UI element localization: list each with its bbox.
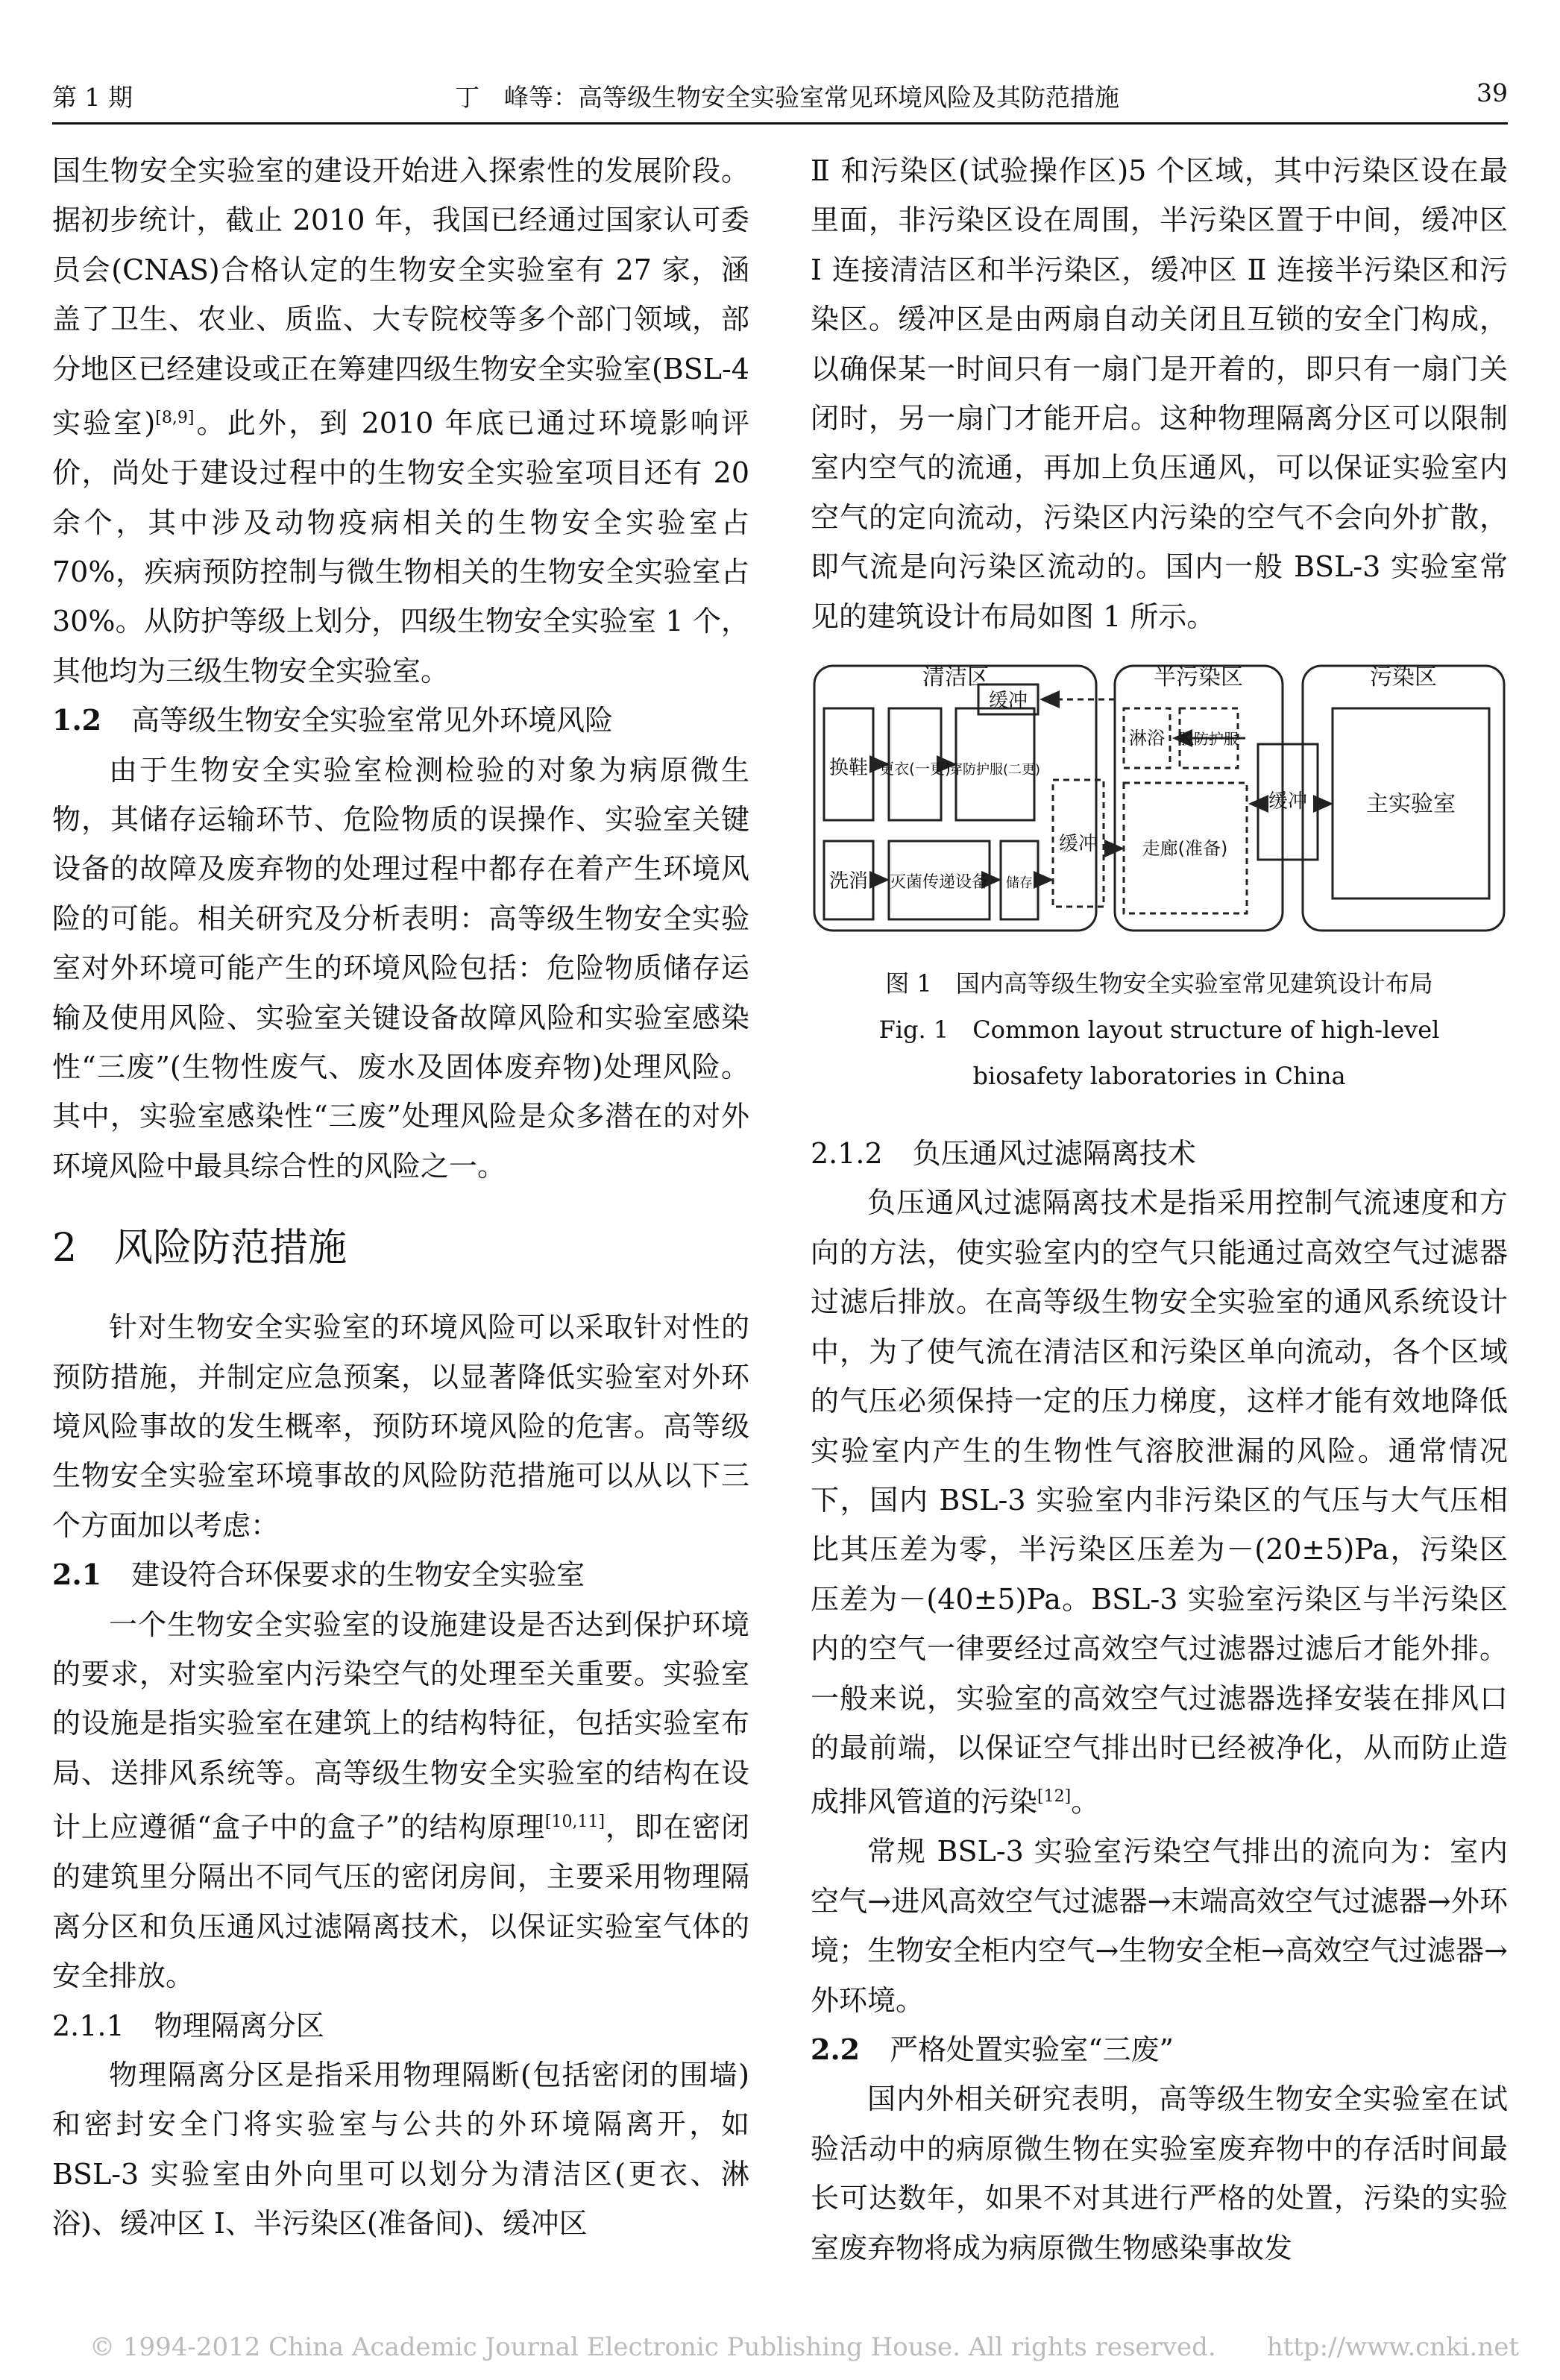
citation[interactable]: [12] [1037, 1787, 1072, 1807]
section-heading-2: 2 风险防范措施 [52, 1226, 347, 1271]
figure-1-layout-diagram [811, 655, 1508, 945]
citation[interactable]: [8,9] [155, 409, 195, 428]
paragraph: 负压通风过滤隔离技术是指采用控制气流速度和方向的方法，使实验室内的空气只能通过高效空气过滤器过滤后排放。在高等级生物安全实验室的通风系统设计中，为了使气流在清洁区和污染区单向流动，各个区域的气压必须保持一定的压力梯度，这样才能有效地降低实验室内产生的生物性气溶胶泄漏的风险。通常情况下，国内 BSL-3 实验室内非污染区的气压与大气压相比其压差为零，半污染区压差为－(20±5)Pa，污染区压差为－(40±5)Pa。BSL-3 实验室污染区与半污染区内的空气一律要经过高效空气过滤器过滤后才能外排。一般来说，实验室的高效空气过滤器选择安装在排风口的最前端，以保证空气排出时已经被净化，从而防止造成排风管道的污染[12]。 [811, 1186, 1508, 1819]
take-off-label: 脱防护服 [1179, 730, 1239, 749]
figure-caption-en-1: Fig. 1 Common layout structure of high-level [878, 1016, 1440, 1045]
change-clothes-label: 更衣(一更) [879, 760, 951, 778]
section-heading-1-2: 1.2 高等级生物安全实验室常见外环境风险 [52, 703, 614, 737]
wash-label: 洗消 [828, 870, 869, 893]
main-lab-label: 主实验室 [1366, 791, 1456, 818]
figure-caption-cn: 图 1 国内高等级生物安全实验室常见建筑设计布局 [885, 969, 1433, 998]
figure-caption-en-2: biosafety laboratories in China [972, 1062, 1346, 1091]
right-column [811, 146, 1508, 2273]
citation[interactable]: [10,11] [544, 1813, 606, 1832]
paragraph: 针对生物安全实验室的环境风险可以采取针对性的预防措施，并制定应急预案，以显著降低实验室对外环境风险事故的发生概率，预防环境风险的危害。高等级生物安全实验室环境事故的风险防范措施可以从以下三个方面加以考虑： [52, 1311, 749, 1542]
corridor-label: 走廊(准备) [1142, 838, 1228, 860]
header-rule [52, 122, 1508, 125]
shower-label: 淋浴 [1129, 728, 1165, 749]
sterilize-label: 灭菌传递设备 [889, 873, 989, 892]
running-title: 丁 峰等：高等级生物安全实验室常见环境风险及其防范措施 [455, 83, 1119, 112]
issue-number: 第 1 期 [52, 83, 133, 112]
paragraph: 国内外相关研究表明，高等级生物安全实验室在试验活动中的病原微生物在实验室废弃物中的存活时间最长可达数年，如果不对其进行严格的处置，污染的实验室废弃物将成为病原微生物感染事故发 [811, 2082, 1508, 2264]
copyright-watermark: © 1994-2012 China Academic Journal Electronic Publishing House. All rights reserved. http://www.cnki.net [89, 2332, 1520, 2362]
section-heading-2-1-1: 2.1.1 物理隔离分区 [52, 2009, 324, 2042]
paragraph: Ⅱ 和污染区(试验操作区)5 个区域，其中污染区设在最里面，非污染区设在周围，半污染区置于中间，缓冲区 Ⅰ 连接清洁区和半污染区，缓冲区 Ⅱ 连接半污染区和污染区。缓冲区是由两扇自动关闭且互锁的安全门构成，以确保某一时间只有一扇门是开着的，即只有一扇门关闭时，另一扇门才能开启。这种物理隔离分区可以限制室内空气的流通，再加上负压通风，可以保证实验室内空气的定向流动，污染区内污染的空气不会向外扩散，即气流是向污染区流动的。国内一般 BSL-3 实验室常见的建筑设计布局如图 1 所示。 [811, 154, 1508, 633]
section-heading-2-2: 2.2 严格处置实验室“三废” [811, 2033, 1174, 2067]
section-heading-2-1-2: 2.1.2 负压通风过滤隔离技术 [811, 1137, 1196, 1171]
section-heading-2-1: 2.1 建设符合环保要求的生物安全实验室 [52, 1558, 585, 1592]
paragraph: 国生物安全实验室的建设开始进入探索性的发展阶段。据初步统计，截止 2010 年，我国已经通过国家认可委员会(CNAS)合格认定的生物安全实验室有 27 家，涵盖了卫生、农业、质监、大专院校等多个部门领域，部分地区已经建设或正在筹建四级生物安全实验室(BSL-4 实验室)[8,9]。此外，到 2010 年底已通过环境影响评价，尚处于建设过程中的生物安全实验室项目还有 20 余个，其中涉及动物疫病相关的生物安全实验室占 70%，疾病预防控制与微生物相关的生物安全实验室占 30%。从防护等级上划分，四级生物安全实验室 1 个，其他均为三级生物安全实验室。 [52, 154, 749, 687]
left-column [52, 146, 749, 2249]
change-shoes-label: 换鞋 [828, 757, 869, 780]
paragraph: 物理隔离分区是指采用物理隔断(包括密闭的围墙)和密封安全门将实验室与公共的外环境隔离开，如 BSL-3 实验室由外向里可以划分为清洁区(更衣、淋浴)、缓冲区 Ⅰ、半污染区(准备间)、缓冲区 [52, 2058, 749, 2241]
buffer-top-label: 缓冲 [988, 690, 1028, 713]
semi-zone-label: 半污染区 [1154, 664, 1243, 691]
page-number: 39 [1476, 78, 1508, 107]
clean-zone-label: 清洁区 [922, 664, 990, 691]
polluted-zone-label: 污染区 [1370, 664, 1437, 691]
buffer-mid-label: 缓冲 [1058, 833, 1098, 856]
paragraph: 一个生物安全实验室的设施建设是否达到保护环境的要求，对实验室内污染空气的处理至关重要。实验室的设施是指实验室在建筑上的结构特征，包括实验室布局、送排风系统等。高等级生物安全实验室的结构在设计上应遵循“盒子中的盒子”的结构原理[10,11]，即在密闭的建筑里分隔出不同气压的密闭房间，主要采用物理隔离分区和负压通风过滤隔离技术，以保证实验室气体的安全排放。 [52, 1608, 749, 1993]
wear-protect-label: 穿防护服(二更) [949, 762, 1041, 778]
buffer-right-label: 缓冲 [1268, 790, 1308, 813]
layout-diagram [811, 655, 1508, 945]
paragraph: 常规 BSL-3 实验室污染空气排出的流向为：室内空气→进风高效空气过滤器→末端高效空气过滤器→外环境；生物安全柜内空气→生物安全柜→高效空气过滤器→外环境。 [811, 1835, 1508, 2017]
paragraph: 由于生物安全实验室检测检验的对象为病原微生物，其储存运输环节、危险物质的误操作、实验室关键设备的故障及废弃物的处理过程中都存在着产生环境风险的可能。相关研究及分析表明：高等级生物安全实验室对外环境可能产生的环境风险包括：危险物质储存运输及使用风险、实验室关键设备故障风险和实验室感染性“三废”(生物性废气、废水及固体废弃物)处理风险。其中，实验室感染性“三废”处理风险是众多潜在的对外环境风险中最具综合性的风险之一。 [52, 753, 749, 1183]
storage-label: 储存 [1006, 875, 1033, 892]
